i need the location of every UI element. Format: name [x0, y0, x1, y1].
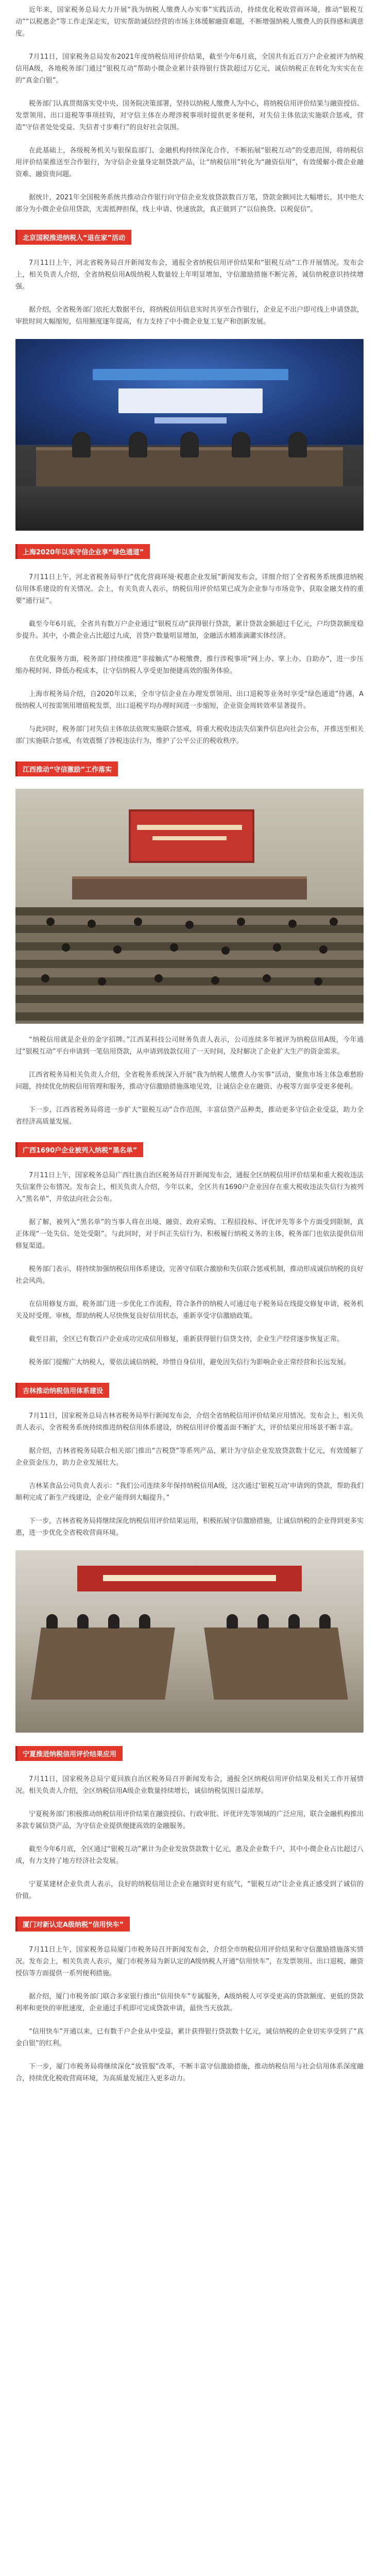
- section-paragraph: 吉林某食品公司负责人表示：“我们公司连续多年保持纳税信用A级，这次通过‘银税互动’申请到的贷款，帮助我们顺利完成了新生产线建设，企业产能得到大幅提升。”: [15, 1482, 364, 1502]
- section: [15, 1913, 364, 2084]
- section-paragraph: 宁夏税务部门积极推动纳税信用评价结果在融资授信、行政审批、评优评先等领域的广泛应用，联合金融机构推出多款专属信贷产品，为守信企业提供便捷高效的金融服务。: [15, 1810, 364, 1830]
- section-paragraph: 7月11日上午，国家税务总局广西壮族自治区税务局召开新闻发布会，通报全区纳税信用评价结果和重大税收违法失信案件公布情况。发布会上，相关负责人介绍，今年以来，全区共有1690户企业因存在重大税收违法失信行为被列入“黑名单”，并依法向社会公布。: [15, 1172, 364, 1203]
- section: [15, 758, 364, 1128]
- section-paragraph: 据介绍，吉林省税务局联合相关部门推出“吉税贷”等系列产品，累计为守信企业发放贷款数十亿元，有效缓解了企业资金压力，助力企业发展壮大。: [15, 1447, 364, 1467]
- section-heading: 宁夏推进纳税信用评价结果应用: [15, 1746, 123, 1761]
- section: [15, 1743, 364, 1902]
- section-paragraph: 上海市税务局介绍，自2020年以来，全市守信企业在办理发票领用、出口退税等业务时享受“绿色通道”待遇，A级纳税人可按需领用增值税发票，出口退税平均办理时间进一步缩短，企业资金周转效率显著提升。: [15, 690, 364, 710]
- section-paragraph: 截至今年6月底，全区通过“银税互动”累计为企业发放贷款数十亿元，惠及企业数千户，其中小微企业占比超过八成，有力支持了地方经济社会发展。: [15, 1845, 364, 1865]
- section-heading: 厦门对新认定A级纳税“信用快车”: [15, 1917, 130, 1931]
- section-paragraph: 7月11日上午，国家税务总局厦门市税务局召开新闻发布会，介绍全市纳税信用评价结果和守信激励措施落实情况。发布会上，相关负责人表示，厦门市税务局为新认定的A级纳税人开通“信用快车”，在发票领用、出口退税、融资授信等方面提供一系列便利措施。: [15, 1946, 364, 1977]
- section: [15, 541, 364, 747]
- section-paragraph: 截至目前，全区已有数百户企业成功完成信用修复，重新获得银行信贷支持，企业生产经营逐步恢复正常。: [29, 1335, 344, 1343]
- section-paragraph: 据了解，被列入“黑名单”的当事人将在出境、融资、政府采购、工程招投标、评优评先等多个方面受到限制，真正体现“一处失信、处处受限”。与此同时，对于纠正失信行为、积极履行纳税义务的主体，税务部门也依法提供信用修复渠道。: [15, 1218, 364, 1250]
- section-paragraph: 江西省税务局相关负责人介绍，全省税务系统深入开展“我为纳税人缴费人办实事”活动，聚焦市场主体急难愁盼问题，持续优化纳税信用管理和服务，推动守信激励措施落地见效，让诚信企业在融资、办税等方面享受更多便利。: [15, 1071, 364, 1091]
- section-paragraph: 与此同时，税务部门对失信主体依法依规实施联合惩戒，将重大税收违法失信案件信息向社会公布，并推送至相关部门实施联合惩戒，有效震慑了涉税违法行为，维护了公平公正的税收秩序。: [15, 725, 364, 745]
- section-heading: 上海2020年以来守信企业享“绿色通道”: [15, 544, 150, 559]
- section: [15, 1139, 364, 1368]
- section-paragraph: 下一步，吉林省税务局将继续深化纳税信用评价结果运用，积极拓展守信激励措施，让诚信纳税的企业得到更多实惠，进一步优化全省税收营商环境。: [15, 1517, 364, 1537]
- section-paragraph: 宁夏某建材企业负责人表示，良好的纳税信用让企业在融资时更有底气，“银税互动”让企业真正感受到了诚信的价值。: [15, 1880, 364, 1900]
- section: [15, 227, 364, 531]
- seminar-photo: [15, 1550, 364, 1733]
- intro-paragraph: 税务部门认真贯彻落实党中央、国务院决策部署，坚持以纳税人缴费人为中心，将纳税信用评价结果与融资授信、发票领用、出口退税等事项挂钩，对守信主体在办理涉税事项时提供更多便利，对失信主体依法实施联合惩戒，营造“守信者处处受益、失信者寸步难行”的良好社会氛围。: [15, 100, 364, 131]
- section-paragraph: “信用快车”开通以来，已有数千户企业从中受益，累计获得银行贷款数十亿元，诚信纳税的企业切实享受到了“真金白银”的红利。: [15, 2028, 364, 2047]
- press-conference-photo: [15, 339, 364, 531]
- intro-paragraph: 7月11日，国家税务总局发布2021年度纳税信用评价结果，截至今年6月底，全国共有近百万户企业被评为纳税信用A级，各地税务部门通过“银税互动”帮助小微企业累计获得银行贷款超过万亿元，诚信纳税正在转化为实实在在的“真金白银”。: [15, 53, 364, 84]
- intro-block: [15, 4, 364, 215]
- section-paragraph: 7月11日上午，河北省税务局举行“优化营商环境·税惠企业发展”新闻发布会，详细介绍了全省税务系统推进纳税信用体系建设的有关情况。会上，有关负责人表示，纳税信用评价结果已成为企业参与市场竞争、获取金融支持的重要“通行证”。: [15, 573, 364, 605]
- article: [15, 4, 364, 2096]
- section-paragraph: “纳税信用就是企业的金字招牌。”江西某科技公司财务负责人表示，公司连续多年被评为纳税信用A级，今年通过“银税互动”平台申请到一笔信用贷款，从申请到放款仅用了一天时间，及时解决了企业扩大生产的资金需求。: [15, 1036, 364, 1056]
- section-paragraph: 在优化服务方面，税务部门持续推进“非接触式”办税缴费，推行涉税事项“网上办、掌上办、自助办”，进一步压缩办税时间、降低办税成本，让守信纳税人享受更加便捷高效的服务体验。: [15, 655, 364, 675]
- section-paragraph: 下一步，厦门市税务局将继续深化“放管服”改革，不断丰富守信激励措施，推动纳税信用与社会信用体系深度融合，持续优化税收营商环境，为高质量发展注入更多动力。: [15, 2063, 364, 2082]
- section-paragraph: 7月11日，国家税务总局吉林省税务局举行新闻发布会，介绍全省纳税信用评价结果应用情况。发布会上，相关负责人表示，全省税务系统持续推进纳税信用体系建设，纳税信用评价覆盖面不断扩大，评价结果应用场景不断丰富。: [15, 1412, 364, 1432]
- section-paragraph: 税务部门提醒广大纳税人，要依法诚信纳税，珍惜自身信用，避免因失信行为影响企业正常经营和长远发展。: [29, 1359, 351, 1366]
- section-heading: 广西1690户企业被列入纳税“黑名单”: [15, 1142, 143, 1157]
- section-paragraph: 据介绍，全省税务部门依托大数据平台，将纳税信用信息实时共享至合作银行，企业足不出户即可线上申请贷款，审批时间大幅缩短，信用额度逐年提高，有力支持了中小微企业复工复产和创新发展。: [15, 306, 364, 326]
- intro-paragraph: 近年来，国家税务总局大力开展“我为纳税人缴费人办实事”实践活动，持续优化税收营商环境，推动“银税互动”“以税惠企”等工作走深走实，切实帮助诚信经营的市场主体缓解融资难题，不断增强纳税人缴费人的获得感和满意度。: [15, 6, 364, 38]
- section-paragraph: 税务部门表示，将持续加强纳税信用体系建设，完善守信联合激励和失信联合惩戒机制，推动形成诚信纳税的良好社会风尚。: [15, 1265, 364, 1285]
- section-paragraph: 截至今年6月底，全省共有数万户企业通过“银税互动”获得银行贷款，累计贷款金额超过千亿元，户均贷款额度稳步提升。其中，小微企业占比超过九成，首贷户数量明显增加，金融活水精准滴灌实体经济。: [15, 620, 364, 640]
- section: [15, 1380, 364, 1733]
- intro-paragraph: 据统计，2021年全国税务系统共推动合作银行向守信企业发放贷款数百万笔，贷款金额同比大幅增长，其中绝大部分为小微企业信用贷款，无需抵押担保，线上申请、快速放款，真正做到了“以信换贷、以税促信”。: [15, 194, 364, 213]
- intro-paragraph: 在此基础上，各级税务机关与银保监部门、金融机构持续深化合作，不断拓展“银税互动”的受惠范围，将纳税信用评价结果推送至合作银行，为守信企业量身定制贷款产品，让“纳税信用”转化为“融资信用”，有效缓解小微企业融资难、融资贵问题。: [15, 147, 364, 178]
- section-paragraph: 7月11日上午，河北省税务局召开新闻发布会，通报全省纳税信用评价结果和“银税互动”工作开展情况。发布会上，相关负责人介绍，全省纳税信用A级纳税人数量较上年明显增加，守信激励措施不断完善，诚信纳税意识持续增强。: [15, 259, 364, 291]
- section-paragraph: 据介绍，厦门市税务部门联合多家银行推出“信用快车”专属服务，A级纳税人可享受更高的贷款额度、更低的贷款利率和更快的审批速度，企业通过手机即可完成贷款申请，最快当天放款。: [15, 1993, 364, 2012]
- section-paragraph: 在信用修复方面，税务部门进一步优化工作流程，符合条件的纳税人可通过电子税务局在线提交修复申请，税务机关及时受理、审核，帮助纳税人尽快恢复良好信用状态，重新享受守信激励政策。: [15, 1300, 364, 1320]
- section-paragraph: 下一步，江西省税务局将进一步扩大“银税互动”合作范围，丰富信贷产品种类，推动更多守信企业受益，助力全省经济高质量发展。: [15, 1106, 364, 1126]
- meeting-hall-photo: [15, 789, 364, 1024]
- section-heading: 吉林推动纳税信用体系建设: [15, 1383, 109, 1398]
- section-heading: 江西推动“守信激励”工作落实: [15, 761, 118, 776]
- section-paragraph: 7月11日，国家税务总局宁夏回族自治区税务局召开新闻发布会，通报全区纳税信用评价结果及相关工作开展情况。相关负责人介绍，全区纳税信用A级企业数量持续增长，诚信纳税氛围日益浓厚。: [15, 1775, 364, 1795]
- section-heading: 北京国税推进纳税人“退在家”活动: [15, 230, 131, 245]
